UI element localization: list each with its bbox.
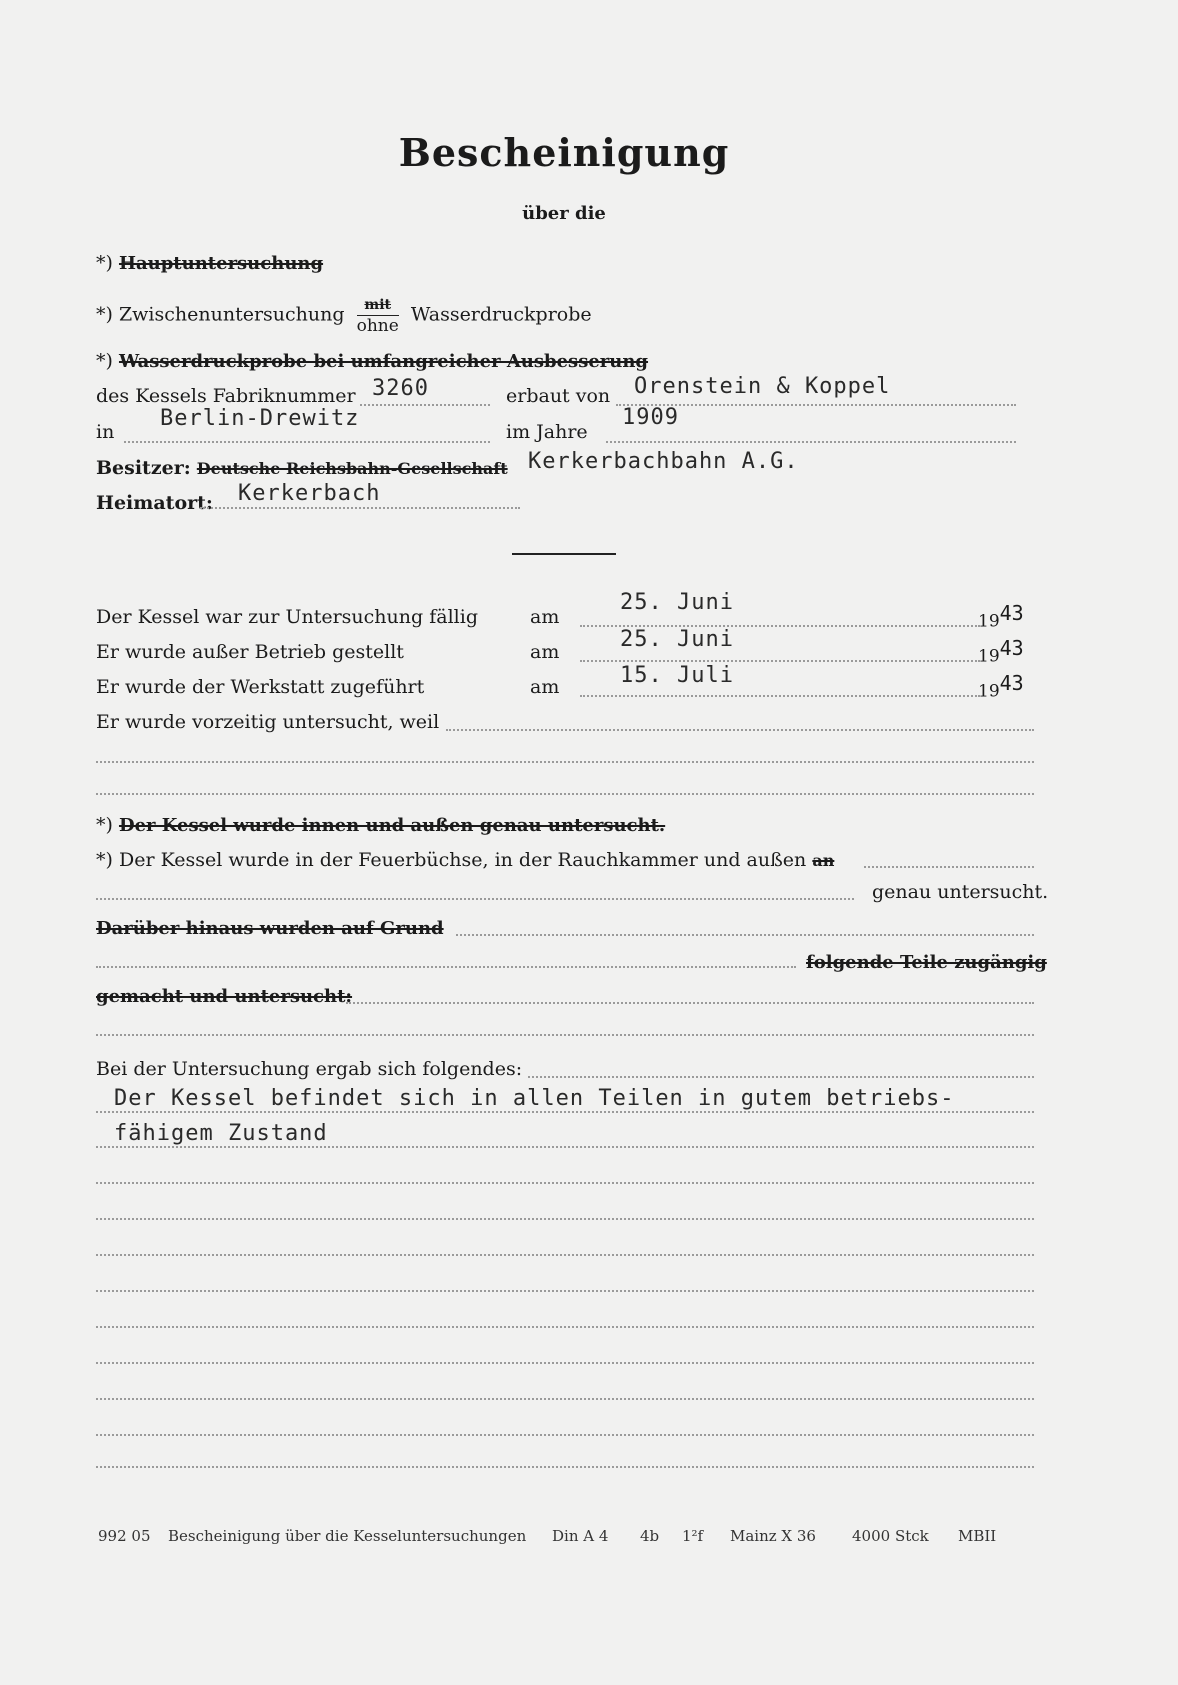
darueber-dots-2	[96, 966, 796, 968]
ausser-betrieb-value: 25. Juni	[620, 627, 734, 652]
faellig-am: am	[530, 606, 560, 628]
ort-label: in	[96, 421, 115, 443]
century: 19	[978, 646, 1000, 667]
werkstatt-label: Er wurde der Werkstatt zugeführt	[96, 676, 425, 698]
option-zwischenuntersuchung	[96, 295, 592, 336]
feuerbuechse-row	[96, 849, 834, 871]
gemacht-dots	[346, 1002, 1034, 1004]
vorzeitig-dots	[446, 729, 1034, 731]
mit-struck: mit	[357, 295, 399, 316]
footnote-star: *)	[96, 814, 113, 836]
footer-din: Din A 4	[552, 1527, 609, 1545]
an-struck: an	[812, 851, 835, 870]
faellig-label: Der Kessel war zur Untersuchung fällig	[96, 606, 478, 628]
hauptuntersuchung-struck: Hauptuntersuchung	[118, 253, 324, 274]
folgende-teile-struck-text: folgende Teile zugängig	[806, 952, 1047, 973]
ergebnis-dots-4	[96, 1182, 1034, 1184]
feuerbuechse-dots-2	[96, 898, 854, 900]
ausser-betrieb-label: Er wurde außer Betrieb gestellt	[96, 641, 404, 663]
ergebnis-dots-8	[96, 1326, 1034, 1328]
werkstatt-am: am	[530, 676, 560, 698]
darueber-dots	[456, 934, 1034, 936]
century: 19	[978, 681, 1000, 702]
besitzer-struck: Deutsche Reichsbahn-Gesellschaft	[196, 459, 508, 478]
footer-stueck: 4000 Stck	[852, 1527, 929, 1545]
mit-ohne-fraction	[357, 295, 399, 336]
gemacht-dots-2	[96, 1034, 1034, 1036]
vorzeitig-label: Er wurde vorzeitig untersucht, weil	[96, 711, 440, 733]
ergebnis-dots-5	[96, 1218, 1034, 1220]
ergebnis-dots-11	[96, 1434, 1034, 1436]
ausser-betrieb-year	[978, 636, 1024, 667]
ergebnis-dots-7	[96, 1290, 1034, 1292]
year-suffix: 43	[999, 636, 1024, 660]
ausser-betrieb-dots	[580, 660, 980, 662]
feuerbuechse-dots	[864, 866, 1034, 868]
jahr-dots	[606, 441, 1016, 443]
footnote-star: *)	[96, 252, 113, 274]
faellig-value: 25. Juni	[620, 590, 734, 615]
ergebnis-dots-9	[96, 1362, 1034, 1364]
erbaut-von-value: Orenstein & Koppel	[634, 374, 891, 399]
footer-nr2: 1²f	[682, 1527, 704, 1545]
gemacht-struck-text: gemacht und untersucht:	[96, 986, 353, 1007]
fabriknummer-value: 3260	[372, 376, 429, 401]
ergebnis-label: Bei der Untersuchung ergab sich folgendes:	[96, 1058, 523, 1080]
ergebnis-dots-10	[96, 1398, 1034, 1400]
werkstatt-dots	[580, 695, 980, 697]
folgende-teile-struck	[806, 951, 1047, 973]
footnote-star: *)	[96, 849, 113, 871]
ausser-betrieb-am: am	[530, 641, 560, 663]
ergebnis-dots-3	[96, 1146, 1034, 1148]
footnote-star: *)	[96, 303, 113, 326]
fabriknummer-label: des Kessels Fabriknummer	[96, 385, 356, 407]
erbaut-von-label: erbaut von	[506, 385, 611, 407]
werkstatt-value: 15. Juli	[620, 663, 734, 688]
heimatort-dots	[200, 507, 520, 509]
darueber-struck-text: Darüber hinaus wurden auf Grund	[96, 918, 444, 939]
faellig-year	[978, 601, 1024, 632]
option-hauptuntersuchung	[96, 252, 323, 274]
option-wasserdruckprobe-ausbesserung	[96, 350, 648, 372]
year-suffix: 43	[999, 601, 1024, 625]
wasserdruckprobe-ausbesserung-struck: Wasserdruckprobe bei umfangreicher Ausbesserung	[118, 351, 649, 372]
ergebnis-dots-12	[96, 1466, 1034, 1468]
werkstatt-year	[978, 671, 1024, 702]
heimatort-label: Heimatort:	[96, 492, 213, 514]
gemacht-struck	[96, 985, 352, 1007]
century: 19	[978, 611, 1000, 632]
year-suffix: 43	[999, 671, 1024, 695]
heimatort-value: Kerkerbach	[238, 481, 381, 506]
wasserdruckprobe-label: Wasserdruckprobe	[410, 303, 592, 326]
document-title: Bescheinigung	[398, 130, 730, 175]
ort-dots	[124, 441, 490, 443]
document-subtitle: über die	[522, 203, 606, 224]
footer-mb: MBII	[958, 1527, 997, 1545]
feuerbuechse-label: Der Kessel wurde in der Feuerbüchse, in der Rauchkammer und außen	[118, 849, 807, 871]
besitzer-label: Besitzer:	[96, 457, 191, 479]
darueber-struck	[96, 917, 444, 939]
vorzeitig-dots-3	[96, 793, 1034, 795]
jahr-value: 1909	[622, 405, 679, 430]
ergebnis-dots-2	[96, 1111, 1034, 1113]
ergebnis-line-2: fähigem Zustand	[114, 1121, 328, 1146]
footer-text: Bescheinigung über die Kesseluntersuchungen	[168, 1527, 527, 1545]
fabriknummer-dots	[360, 404, 490, 406]
footer-code: 992 05	[98, 1527, 151, 1545]
genau-untersucht-label: genau untersucht.	[872, 881, 1049, 903]
footnote-star: *)	[96, 350, 113, 372]
besitzer-row	[96, 457, 508, 479]
innen-aussen-struck: Der Kessel wurde innen und außen genau untersucht.	[118, 815, 666, 836]
footer-nr1: 4b	[640, 1527, 660, 1545]
zwischenuntersuchung-label: Zwischenuntersuchung	[118, 303, 345, 326]
besitzer-value: Kerkerbachbahn A.G.	[528, 449, 799, 474]
ergebnis-dots-6	[96, 1254, 1034, 1256]
vorzeitig-dots-2	[96, 761, 1034, 763]
innen-aussen-row	[96, 814, 665, 836]
ergebnis-dots-1	[528, 1076, 1034, 1078]
footer-druck: Mainz X 36	[730, 1527, 816, 1545]
separator-rule	[512, 553, 616, 555]
jahr-label: im Jahre	[506, 421, 588, 443]
ort-value: Berlin-Drewitz	[160, 406, 360, 431]
ohne-label: ohne	[356, 316, 399, 336]
ergebnis-line-1: Der Kessel befindet sich in allen Teilen in gutem betriebs-	[114, 1086, 955, 1111]
